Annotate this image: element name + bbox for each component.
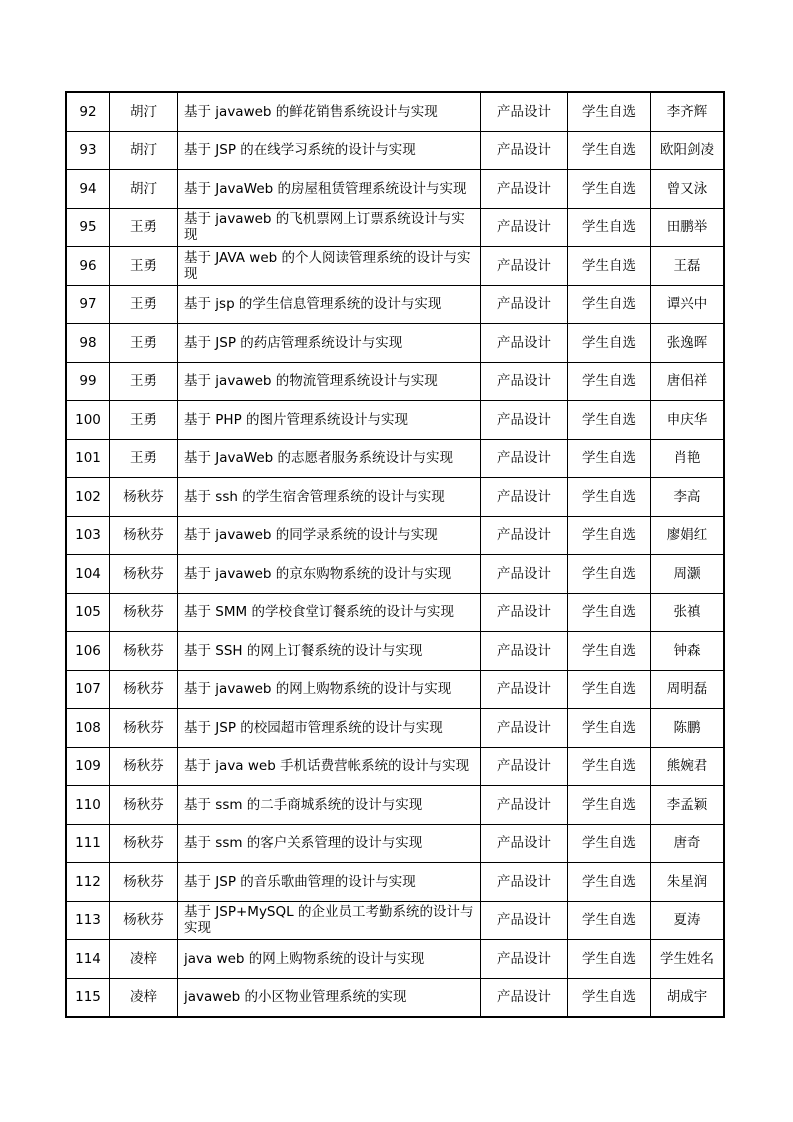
cell-type: 产品设计 (481, 208, 568, 247)
cell-teacher: 王勇 (110, 439, 178, 478)
cell-number: 115 (66, 978, 110, 1017)
topic-table-body (66, 92, 724, 1017)
cell-teacher: 杨秋芬 (110, 863, 178, 902)
table-row (66, 555, 724, 594)
cell-title: 基于 JavaWeb 的志愿者服务系统设计与实现 (178, 439, 481, 478)
cell-teacher: 胡汀 (110, 170, 178, 209)
cell-source: 学生自选 (568, 324, 651, 363)
cell-title: 基于 java web 手机话费营帐系统的设计与实现 (178, 747, 481, 786)
table-row (66, 478, 724, 517)
cell-source: 学生自选 (568, 247, 651, 286)
cell-source: 学生自选 (568, 863, 651, 902)
cell-type: 产品设计 (481, 940, 568, 979)
cell-source: 学生自选 (568, 824, 651, 863)
cell-student: 胡成宇 (651, 978, 725, 1017)
cell-teacher: 王勇 (110, 208, 178, 247)
cell-source: 学生自选 (568, 516, 651, 555)
cell-title: 基于 javaweb 的飞机票网上订票系统设计与实现 (178, 208, 481, 247)
cell-type: 产品设计 (481, 131, 568, 170)
cell-student: 唐佀祥 (651, 362, 725, 401)
cell-type: 产品设计 (481, 324, 568, 363)
cell-title: 基于 JSP 的校园超市管理系统的设计与实现 (178, 709, 481, 748)
cell-source: 学生自选 (568, 786, 651, 825)
cell-title: 基于 javaweb 的物流管理系统设计与实现 (178, 362, 481, 401)
table-row (66, 516, 724, 555)
cell-title: 基于 JAVA web 的个人阅读管理系统的设计与实现 (178, 247, 481, 286)
cell-type: 产品设计 (481, 555, 568, 594)
cell-type: 产品设计 (481, 516, 568, 555)
topic-table (65, 91, 725, 1018)
cell-number: 103 (66, 516, 110, 555)
cell-student: 李孟颖 (651, 786, 725, 825)
cell-teacher: 杨秋芬 (110, 901, 178, 940)
cell-title: 基于 JSP 的药店管理系统设计与实现 (178, 324, 481, 363)
cell-student: 王磊 (651, 247, 725, 286)
cell-student: 钟森 (651, 632, 725, 671)
cell-type: 产品设计 (481, 978, 568, 1017)
cell-title: 基于 JSP 的在线学习系统的设计与实现 (178, 131, 481, 170)
table-row (66, 170, 724, 209)
cell-title: java web 的网上购物系统的设计与实现 (178, 940, 481, 979)
cell-title: 基于 SMM 的学校食堂订餐系统的设计与实现 (178, 593, 481, 632)
cell-source: 学生自选 (568, 747, 651, 786)
cell-source: 学生自选 (568, 555, 651, 594)
table-row (66, 978, 724, 1017)
cell-source: 学生自选 (568, 439, 651, 478)
cell-student: 学生姓名 (651, 940, 725, 979)
cell-student: 唐奇 (651, 824, 725, 863)
cell-number: 105 (66, 593, 110, 632)
cell-title: 基于 javaweb 的鲜花销售系统设计与实现 (178, 92, 481, 131)
cell-number: 99 (66, 362, 110, 401)
cell-type: 产品设计 (481, 632, 568, 671)
cell-type: 产品设计 (481, 593, 568, 632)
cell-title: 基于 ssh 的学生宿舍管理系统的设计与实现 (178, 478, 481, 517)
cell-number: 101 (66, 439, 110, 478)
cell-number: 110 (66, 786, 110, 825)
table-row (66, 863, 724, 902)
cell-type: 产品设计 (481, 92, 568, 131)
cell-title: 基于 javaweb 的京东购物系统的设计与实现 (178, 555, 481, 594)
cell-number: 107 (66, 670, 110, 709)
cell-number: 96 (66, 247, 110, 286)
cell-number: 113 (66, 901, 110, 940)
cell-student: 陈鹏 (651, 709, 725, 748)
cell-title: 基于 JavaWeb 的房屋租赁管理系统设计与实现 (178, 170, 481, 209)
table-row (66, 670, 724, 709)
cell-number: 106 (66, 632, 110, 671)
cell-student: 周明磊 (651, 670, 725, 709)
cell-type: 产品设计 (481, 439, 568, 478)
cell-student: 张禛 (651, 593, 725, 632)
cell-teacher: 胡汀 (110, 131, 178, 170)
cell-type: 产品设计 (481, 670, 568, 709)
cell-number: 109 (66, 747, 110, 786)
cell-title: 基于 javaweb 的同学录系统的设计与实现 (178, 516, 481, 555)
table-row (66, 208, 724, 247)
cell-source: 学生自选 (568, 901, 651, 940)
cell-type: 产品设计 (481, 478, 568, 517)
table-row (66, 92, 724, 131)
cell-teacher: 杨秋芬 (110, 478, 178, 517)
cell-student: 欧阳剑凌 (651, 131, 725, 170)
cell-source: 学生自选 (568, 709, 651, 748)
cell-teacher: 杨秋芬 (110, 786, 178, 825)
cell-source: 学生自选 (568, 940, 651, 979)
cell-student: 谭兴中 (651, 285, 725, 324)
table-row (66, 709, 724, 748)
cell-number: 95 (66, 208, 110, 247)
cell-teacher: 杨秋芬 (110, 709, 178, 748)
cell-teacher: 杨秋芬 (110, 824, 178, 863)
cell-type: 产品设计 (481, 170, 568, 209)
cell-teacher: 杨秋芬 (110, 516, 178, 555)
cell-teacher: 胡汀 (110, 92, 178, 131)
cell-number: 102 (66, 478, 110, 517)
cell-number: 93 (66, 131, 110, 170)
cell-number: 114 (66, 940, 110, 979)
cell-source: 学生自选 (568, 670, 651, 709)
table-row (66, 824, 724, 863)
cell-student: 田鹏举 (651, 208, 725, 247)
cell-source: 学生自选 (568, 170, 651, 209)
cell-student: 李高 (651, 478, 725, 517)
table-row (66, 439, 724, 478)
cell-teacher: 杨秋芬 (110, 632, 178, 671)
cell-student: 廖娟红 (651, 516, 725, 555)
cell-teacher: 王勇 (110, 285, 178, 324)
cell-student: 夏涛 (651, 901, 725, 940)
cell-teacher: 杨秋芬 (110, 747, 178, 786)
cell-type: 产品设计 (481, 285, 568, 324)
table-row (66, 940, 724, 979)
table-row (66, 786, 724, 825)
cell-title: 基于 javaweb 的网上购物系统的设计与实现 (178, 670, 481, 709)
cell-type: 产品设计 (481, 362, 568, 401)
cell-number: 92 (66, 92, 110, 131)
cell-teacher: 凌梓 (110, 940, 178, 979)
cell-teacher: 王勇 (110, 362, 178, 401)
cell-student: 朱星润 (651, 863, 725, 902)
cell-type: 产品设计 (481, 863, 568, 902)
table-row (66, 901, 724, 940)
cell-student: 周灏 (651, 555, 725, 594)
cell-title: 基于 ssm 的客户关系管理的设计与实现 (178, 824, 481, 863)
cell-number: 97 (66, 285, 110, 324)
cell-type: 产品设计 (481, 786, 568, 825)
cell-number: 98 (66, 324, 110, 363)
cell-source: 学生自选 (568, 92, 651, 131)
table-row (66, 247, 724, 286)
cell-number: 104 (66, 555, 110, 594)
cell-title: 基于 ssm 的二手商城系统的设计与实现 (178, 786, 481, 825)
cell-number: 108 (66, 709, 110, 748)
cell-type: 产品设计 (481, 824, 568, 863)
cell-type: 产品设计 (481, 901, 568, 940)
cell-source: 学生自选 (568, 401, 651, 440)
cell-student: 张逸晖 (651, 324, 725, 363)
cell-teacher: 王勇 (110, 324, 178, 363)
table-row (66, 324, 724, 363)
cell-type: 产品设计 (481, 401, 568, 440)
cell-teacher: 杨秋芬 (110, 593, 178, 632)
cell-teacher: 王勇 (110, 247, 178, 286)
cell-source: 学生自选 (568, 632, 651, 671)
cell-teacher: 杨秋芬 (110, 670, 178, 709)
table-row (66, 131, 724, 170)
cell-type: 产品设计 (481, 709, 568, 748)
cell-number: 112 (66, 863, 110, 902)
cell-teacher: 杨秋芬 (110, 555, 178, 594)
cell-source: 学生自选 (568, 978, 651, 1017)
cell-source: 学生自选 (568, 478, 651, 517)
cell-number: 111 (66, 824, 110, 863)
cell-title: javaweb 的小区物业管理系统的实现 (178, 978, 481, 1017)
table-row (66, 747, 724, 786)
cell-type: 产品设计 (481, 747, 568, 786)
cell-teacher: 凌梓 (110, 978, 178, 1017)
cell-title: 基于 jsp 的学生信息管理系统的设计与实现 (178, 285, 481, 324)
cell-number: 94 (66, 170, 110, 209)
cell-type: 产品设计 (481, 247, 568, 286)
cell-source: 学生自选 (568, 131, 651, 170)
cell-source: 学生自选 (568, 362, 651, 401)
table-row (66, 362, 724, 401)
cell-source: 学生自选 (568, 593, 651, 632)
cell-student: 李齐辉 (651, 92, 725, 131)
cell-student: 熊婉君 (651, 747, 725, 786)
cell-title: 基于 PHP 的图片管理系统设计与实现 (178, 401, 481, 440)
cell-title: 基于 SSH 的网上订餐系统的设计与实现 (178, 632, 481, 671)
table-row (66, 632, 724, 671)
table-row (66, 401, 724, 440)
cell-student: 肖艳 (651, 439, 725, 478)
cell-student: 曾又泳 (651, 170, 725, 209)
table-row (66, 593, 724, 632)
cell-source: 学生自选 (568, 285, 651, 324)
cell-title: 基于 JSP 的音乐歌曲管理的设计与实现 (178, 863, 481, 902)
cell-title: 基于 JSP+MySQL 的企业员工考勤系统的设计与实现 (178, 901, 481, 940)
cell-source: 学生自选 (568, 208, 651, 247)
cell-number: 100 (66, 401, 110, 440)
cell-student: 申庆华 (651, 401, 725, 440)
cell-teacher: 王勇 (110, 401, 178, 440)
table-row (66, 285, 724, 324)
